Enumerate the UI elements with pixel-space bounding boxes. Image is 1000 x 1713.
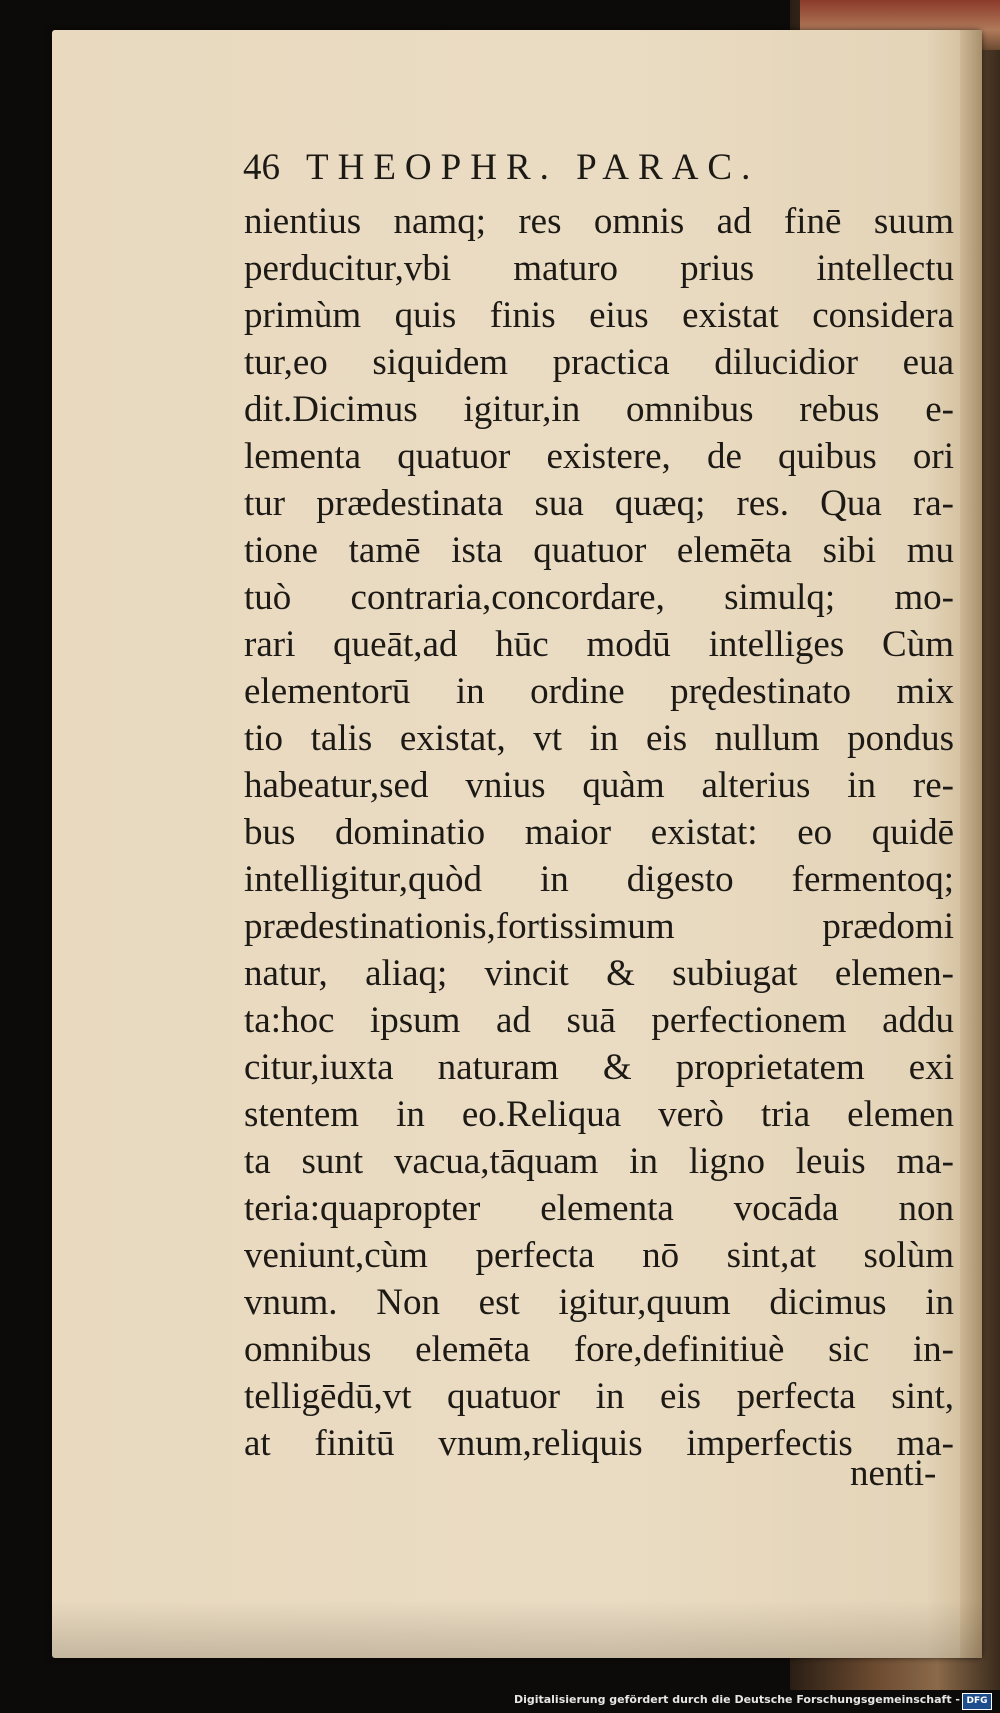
footer-credit: Digitalisierung gefördert durch die Deutsche Forschungsgemeinschaft - [513,1693,960,1706]
text-line: tione tamē ista quatuor elemēta sibi mu [244,530,954,571]
text-line: tio talis existat, vt in eis nullum pondus [244,718,954,759]
text-line: tur,eo siquidem practica dilucidior eua [244,342,954,383]
text-line: perducitur,vbi maturo prius intellectu [244,248,954,289]
text-line: rari queāt,ad hūc modū intelliges Cùm [244,624,954,665]
text-line: habeatur,sed vnius quàm alterius in re- [244,765,954,806]
text-line: ta:hoc ipsum ad suā perfectionem addu [244,1000,954,1041]
text-line: lementa quatuor existere, de quibus ori [244,436,954,477]
running-title: THEOPHR. PARAC. [306,147,760,188]
text-line: elementorū in ordine prędestinato mix [244,671,954,712]
text-line: bus dominatio maior existat: eo quidē [244,812,954,853]
text-line: intelligitur,quòd in digesto fermentoq; [244,859,954,900]
text-line: tur prædestinata sua quæq; res. Qua ra- [244,483,954,524]
dfg-logo: DFG [962,1693,992,1710]
text-line: citur,iuxta naturam & proprietatem exi [244,1047,954,1088]
text-line: telligēdū,vt quatuor in eis perfecta sint, [244,1376,954,1417]
running-header [243,146,963,196]
page-edge [960,30,982,1658]
text-line: dit.Dicimus igitur,in omnibus rebus e- [244,389,954,430]
text-line: natur, aliaq; vincit & subiugat elemen- [244,953,954,994]
text-line: primùm quis finis eius existat considera [244,295,954,336]
text-line: vnum. Non est igitur,quum dicimus in [244,1282,954,1323]
text-line: nientius namq; res omnis ad finē suum [244,201,954,242]
text-line: veniunt,cùm perfecta nō sint,at solùm [244,1235,954,1276]
text-line: tuò contraria,concordare, simulq; mo- [244,577,954,618]
text-line: teria:quapropter elementa vocāda non [244,1188,954,1229]
text-line: ta sunt vacua,tāquam in ligno leuis ma- [244,1141,954,1182]
page-shade [52,1600,982,1658]
text-line: omnibus elemēta fore,definitiuè sic in- [244,1329,954,1370]
page-number: 46 [243,147,280,188]
text-line: at finitū vnum,reliquis imperfectis ma- [244,1423,954,1464]
text-block [244,198,954,1467]
catchword: nenti- [850,1453,937,1494]
text-line: prædestinationis,fortissimum prædomi [244,906,954,947]
text-line: stentem in eo.Reliqua verò tria elemen [244,1094,954,1135]
